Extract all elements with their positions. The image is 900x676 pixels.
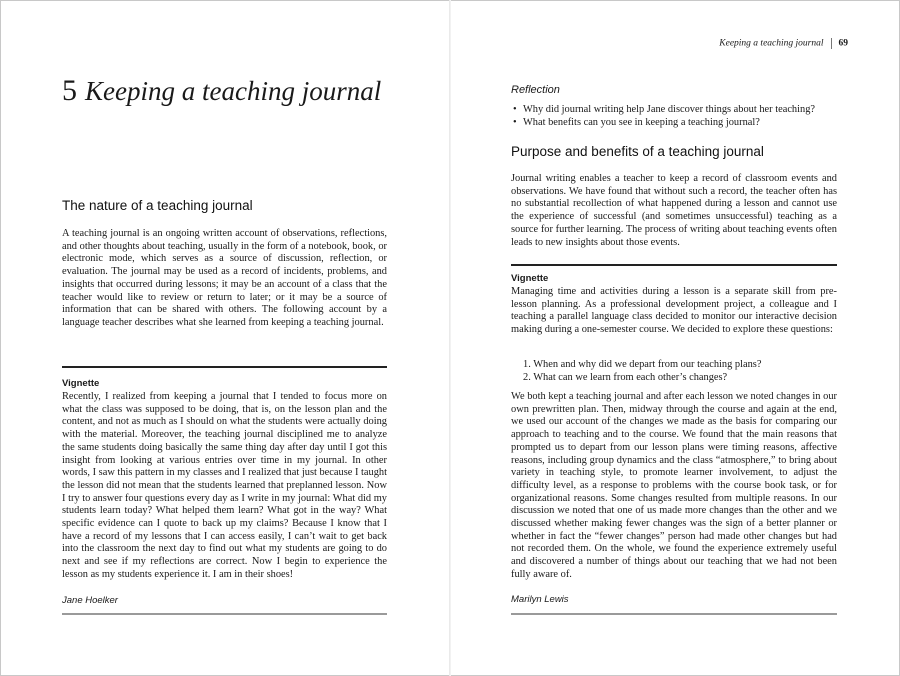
paragraph-purpose: Journal writing enables a teacher to keep a record of classroom events and observations. We have found that without such a record, the teacher often has no substantial recollection of what happened during a lesson and cannot use the experience of successful (and sometimes unsuccessful) teaching as a source for further learning. The process of writing about teaching events often leads to new insights about those events. [511,173,837,248]
vignette-intro-right: Managing time and activities during a lesson is a separate skill from pre-lesson planning. As a professional development project, a colleague and I teaching a parallel language class decided to monitor our interactive decision making during a one-semester course. We decided to explore these questions: [511,286,837,336]
vignette-bottom-rule-right [511,613,837,615]
running-header [719,38,848,49]
chapter-number: 5 [62,74,77,107]
vignette-bottom-rule-left [62,613,387,615]
page-number: 69 [838,38,848,49]
question-item: 2. What can we learn from each other’s changes? [523,371,728,383]
reflection-list [511,103,841,129]
vignette-text-left: Recently, I realized from keeping a journal that I tended to focus more on what the class was supposed to be doing, that is, on the lesson plan and the content, and not as much as I should on what the students were actually doing with the material. Moreover, the teaching journal disciplined me to analyze the same students doing basically the same thing day after day until I got this insight from looking at various entries over time in my journal. In other words, I saw this pattern in my classes and I realized that just because I taught the lesson did not mean that the students learned that preplanned lesson. Now I try to answer four questions every day as I write in my journal: What did my students learn today? What helped them learn? What got in the way? What specific evidence can I quote to back up my claims? Because I know that I have a record of my lessons that I can access easily, I can’t wait to get back into the classroom the next day to find out what my students are going to do next and see if my reflections are correct. Now I begin to experience the lesson as my students experience it. I am in their shoes! [62,391,387,580]
book-gutter [449,0,451,676]
bullet-icon: • [513,117,517,128]
reflection-item: • Why did journal writing help Jane discover things about her teaching? [513,104,816,115]
chapter-title-text: Keeping a teaching journal [85,76,382,106]
section-heading-nature: The nature of a teaching journal [62,198,253,213]
vignette-author-right: Marilyn Lewis [511,594,569,605]
vignette-top-rule [62,366,387,368]
paragraph-nature: A teaching journal is an ongoing written account of observations, reflections, and other thoughts about teaching, usually in the form of a notebook, book, or electronic mode, which serves as a source of discussion, reflection, or evaluation. The journal may be used as a record of incidents, problems, and insights that occurred during lessons; it may be an account of a class that the teacher would like to review or return to later; or it may be a source of information that can be shared with others. The following account by a language teacher describes what she learned from keeping a teaching journal. [62,228,387,328]
vignette-questions [511,359,837,384]
section-heading-purpose: Purpose and benefits of a teaching journal [511,144,764,159]
vignette-top-rule-right [511,264,837,266]
question-item: 1. When and why did we depart from our teaching plans? [523,359,762,370]
reflection-item: • What benefits can you see in keeping a teaching journal? [513,117,760,128]
running-header-title: Keeping a teaching journal [719,38,824,49]
header-divider [831,38,832,49]
reflection-heading: Reflection [511,84,560,96]
vignette-author-left: Jane Hoelker [62,595,118,606]
chapter-title [62,74,381,108]
vignette-text-right: We both kept a teaching journal and after each lesson we noted changes in our own prewritten plan. Then, midway through the course and again at the end, we used our account of the changes we made as the basis for comparing our approach to teaching and to the course. We found that the main reasons that prompted us to depart from our lesson plans were timing reasons, affective reasons, including group dynamics and the class “atmosphere,” to bring about variety in teaching style, to promote learner involvement, to adjust the difficulty level, as a response to problems with the course book task, or for organizational reasons. Some changes resulted from multiple reasons. In our discussion we noted that one of us made more changes than the other and we discussed whether making fewer changes was the sign of a better planner or whether in fact the “fewer changes” person had made other changes but had not recorded them. On the whole, we found the experience extremely useful and discovered a number of things about our teaching that we had not been fully aware of. [511,391,837,580]
vignette-label-right: Vignette [511,273,549,284]
vignette-label-left: Vignette [62,378,100,389]
bullet-icon: • [513,104,517,115]
